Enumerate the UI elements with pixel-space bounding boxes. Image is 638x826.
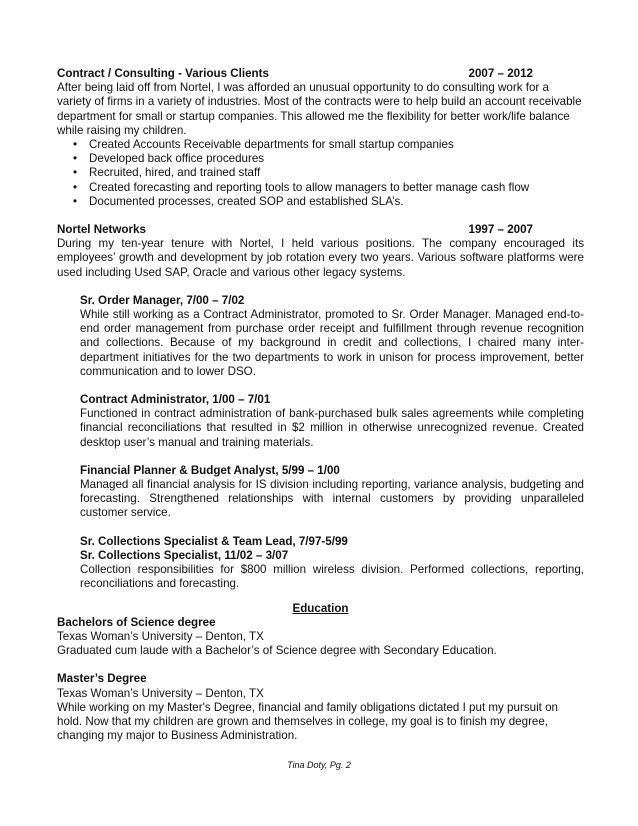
role-collections-specialist — [57, 535, 584, 592]
degree-name: Master’s Degree — [57, 672, 147, 686]
education-heading: Education — [292, 601, 349, 615]
list-item: • Created forecasting and reporting tools to allow managers to better manage cash flow — [89, 181, 584, 195]
list-item: • Recruited, hired, and trained staff — [89, 166, 584, 180]
role-financial-planner — [57, 464, 584, 521]
role-description: Collection responsibilities for $800 million wireless division. Performed collections, reporting, reconciliations and forecasting. — [80, 563, 584, 591]
role-sr-order-manager — [57, 294, 584, 379]
role-contract-administrator — [57, 393, 584, 450]
role-title-secondary: Sr. Collections Specialist, 11/02 – 3/07 — [80, 548, 289, 562]
degree-note: While working on my Master's Degree, financial and family obligations dictated I put my pursuit on hold. Now that my children are grown and themselves in college, my goal is to finish my degree, changing my major to Business Administration. — [57, 700, 558, 743]
job-header-nortel — [57, 223, 584, 237]
role-title: Financial Planner & Budget Analyst, 5/99 – 1/00 — [80, 463, 340, 477]
role-title: Contract Administrator, 1/00 – 7/01 — [80, 393, 271, 407]
job-header-consulting — [57, 67, 584, 81]
job-years: 2007 – 2012 — [468, 67, 533, 80]
role-title: Sr. Order Manager, 7/00 – 7/02 — [80, 293, 245, 307]
degree-school: Texas Woman’s University – Denton, TX — [57, 629, 264, 643]
role-description: While still working as a Contract Administrator, promoted to Sr. Order Manager. Managed end-to-end order management from purchase order receipt and fulfillment through revenue recognition and collections. Because of my background in credit and collections, I chaired many inter-department initiatives for the two departments to work in unison for process improvement, better communication and to lower DSO. — [80, 308, 584, 378]
list-item: • Documented processes, created SOP and established SLA’s. — [89, 195, 584, 209]
role-description: Managed all financial analysis for IS division including reporting, variance analysis, budgeting and forecasting. Strengthened relationships with internal customers by providing unparalleled customer service. — [80, 478, 584, 520]
job-description: During my ten-year tenure with Nortel, I held various positions. The company encouraged its employees’ growth and development by job rotation every two years. Various software platforms were used including Used SAP, Oracle and various other legacy systems. — [57, 237, 584, 279]
degree-bachelors — [57, 616, 584, 659]
degree-masters — [57, 672, 584, 743]
role-description: Functioned in contract administration of bank-purchased bulk sales agreements while completing financial reconciliations that resulted in $2 million in otherwise unrecognized revenue. Created desktop user’s manual and training materials. — [80, 407, 584, 449]
list-item: • Created Accounts Receivable departments for small startup companies — [89, 138, 584, 152]
page-footer: Tina Doty, Pg. 2 — [287, 760, 351, 770]
job-description: After being laid off from Nortel, I was afforded an unusual opportunity to do consulting work for a variety of firms in a variety of industries. Most of the contracts were to help build an account receivable department for small or startup companies. This allowed me the flexibility for better work/life balance while raising my children. — [57, 81, 582, 137]
job-title: Nortel Networks — [57, 223, 146, 237]
degree-name: Bachelors of Science degree — [57, 615, 216, 629]
job-years: 1997 – 2007 — [468, 223, 533, 237]
job-bullet-list — [57, 138, 584, 209]
resume-page — [57, 67, 584, 743]
degree-note: Graduated cum laude with a Bachelor’s of Science degree with Secondary Education. — [57, 644, 497, 658]
job-title: Contract / Consulting - Various Clients — [57, 67, 269, 80]
degree-school: Texas Woman’s University – Denton, TX — [57, 686, 264, 700]
list-item: • Developed back office procedures — [89, 152, 584, 166]
role-title: Sr. Collections Specialist & Team Lead, 7/97-5/99 — [80, 534, 348, 548]
